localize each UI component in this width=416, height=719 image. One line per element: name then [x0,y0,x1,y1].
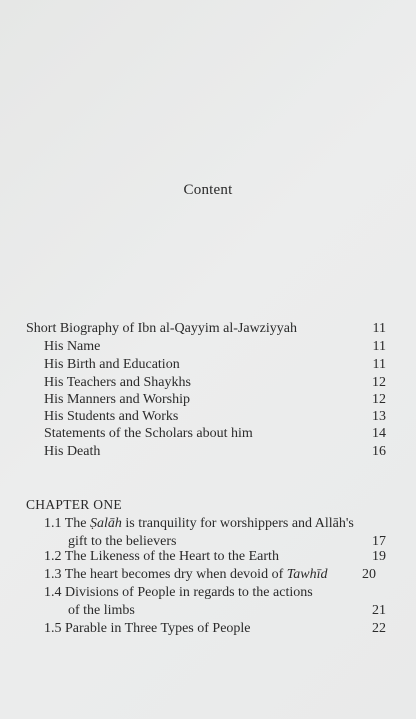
section-title-pre: Parable in Three Types of People [65,621,251,636]
toc-entry-label [44,584,313,602]
section-number: 1.2 [44,549,62,564]
section-title-italic: Tawhīd [286,567,328,582]
toc-entry-label: His Teachers and Shaykhs [44,375,191,390]
toc-page-number: 12 [372,375,386,390]
section-title-post: is tranquility for worshippers and Allāh's [121,516,354,531]
toc-page-number: 11 [372,357,386,372]
toc-page-number: 12 [372,392,386,407]
page-title: Content [183,182,233,198]
toc-entry-label: His Students and Works [44,409,179,424]
section-title-italic: Ṣalāh [90,516,122,531]
toc-page-number: 16 [372,444,386,459]
toc-entry-label [44,548,279,566]
toc-entry-label: His Birth and Education [44,357,180,372]
section-title-pre: The [64,516,91,531]
section-number: 1.5 [44,621,62,636]
section-title-pre: Divisions of People in regards to the actions [65,585,313,600]
section-number: 1.4 [44,585,62,600]
toc-entry-label [44,515,354,533]
toc-page-number: 22 [372,621,386,636]
toc-entry-label: His Manners and Worship [44,392,190,407]
section-title-pre: The heart becomes dry when devoid of [64,567,287,582]
toc-page-number: 21 [372,603,386,618]
toc-page-number: 11 [372,321,386,336]
toc-page-number: 13 [372,409,386,424]
section-number: 1.1 [44,516,62,531]
toc-page-number: 14 [372,426,386,441]
toc-page-number: 19 [372,549,386,564]
toc-page-number: 20 [362,567,376,582]
toc-entry-label [44,566,327,584]
section-number: 1.3 [44,567,62,582]
section-title-line2: gift to the believers [68,534,177,549]
toc-entry-label: His Death [44,444,101,459]
toc-entry-label [44,620,251,638]
toc-entry-label: Short Biography of Ibn al-Qayyim al-Jawziyyah [26,321,297,336]
toc-page-number: 11 [372,339,386,354]
toc-entry-label: Statements of the Scholars about him [44,426,253,441]
toc-entry-label: His Name [44,339,101,354]
toc-page-number: 17 [372,534,386,549]
section-title-line2: of the limbs [68,603,135,618]
section-title-pre: The Likeness of the Heart to the Earth [64,549,279,564]
chapter-heading: CHAPTER ONE [26,497,122,512]
